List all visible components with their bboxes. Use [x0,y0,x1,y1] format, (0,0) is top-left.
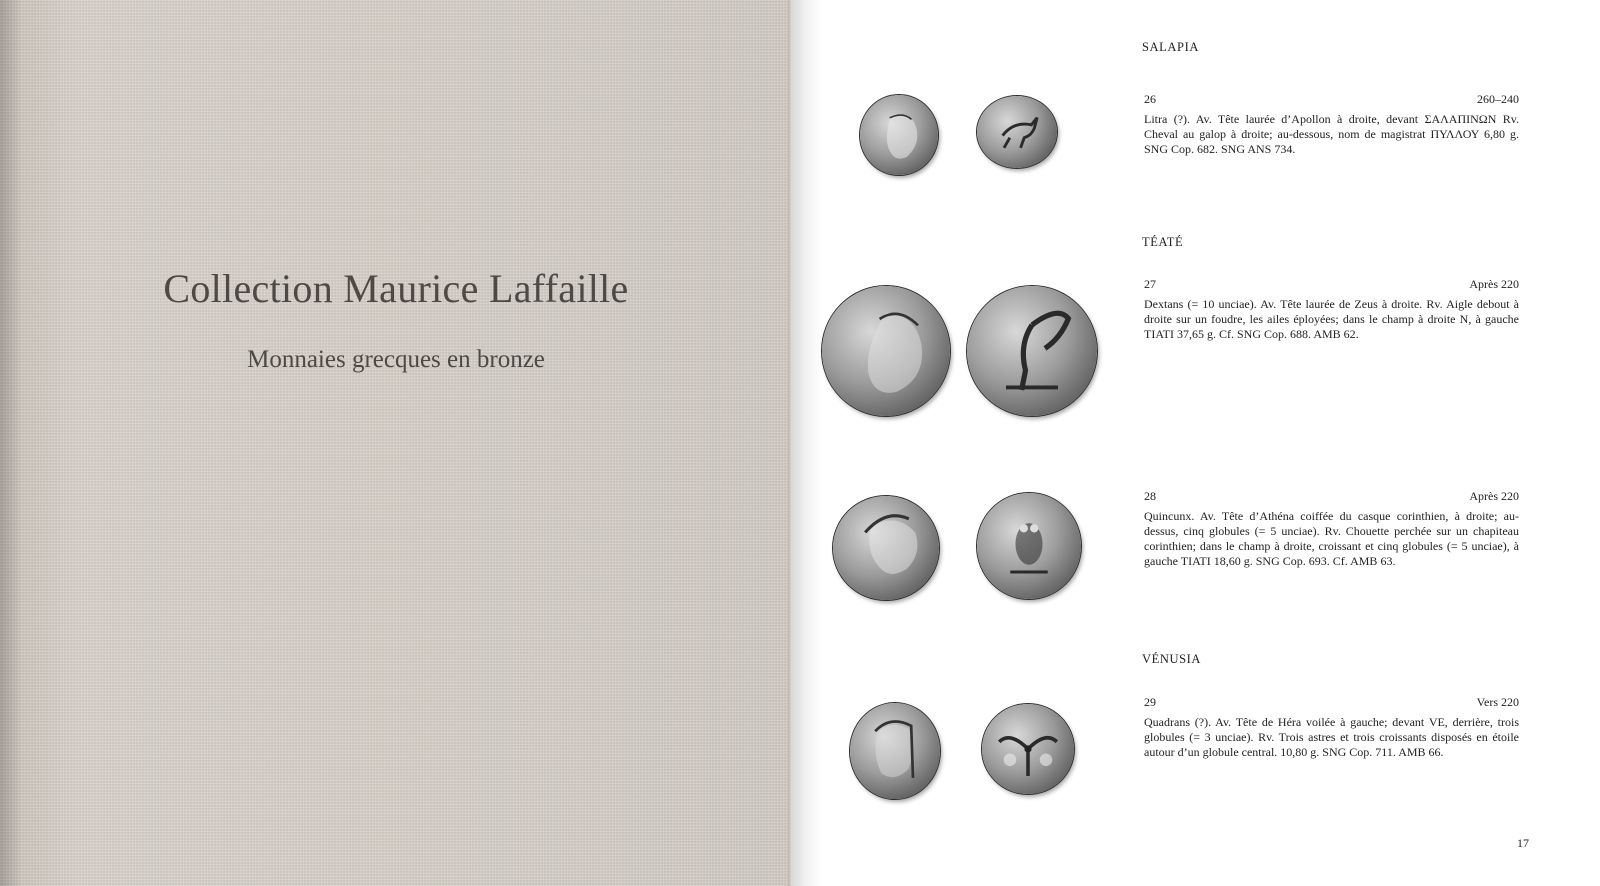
coin-27-obverse [822,286,950,416]
entry-number: 26 [1144,92,1156,106]
catalogue-entry-29 [1144,695,1519,785]
coin-28-reverse [977,493,1081,599]
entry-description: Dextans (= 10 unciae). Av. Tête laurée de Zeus à droite. Rv. Aigle debout à droite sur un foudre, les ailes éployées; dans le champ à droite N, à gauche TIATI 37,65 g. Cf. SNG Cop. 688. AMB 62. [1144,297,1519,341]
coin-27-reverse [967,286,1097,416]
entry-number: 28 [1144,489,1156,503]
catalogue-entry-28 [1144,489,1519,599]
coin-29-obverse [850,703,940,799]
coin-28-obverse [833,496,939,600]
entry-description: Quadrans (?). Av. Tête de Héra voilée à gauche; devant VE, derrière, trois globules (= 3 unciae). Rv. Trois astres et trois croissants disposés en étoile autour d’un globule central. 10,80 g. SNG Cop. 711. AMB 66. [1144,715,1519,759]
cover-spine-shadow [0,0,22,886]
coin-29-reverse [982,704,1074,794]
entry-number: 29 [1144,695,1156,709]
region-heading-teate: TÉATÉ [1142,235,1184,249]
entry-date: 260–240 [1477,92,1519,106]
entry-date: Après 220 [1469,277,1519,291]
entry-number: 27 [1144,277,1156,291]
coin-26-reverse [977,96,1057,168]
entry-date: Après 220 [1469,489,1519,503]
catalogue-page [792,0,1600,886]
catalogue-entry-27 [1144,277,1519,357]
region-heading-salapia: SALAPIA [1142,40,1199,54]
entry-description: Litra (?). Av. Tête laurée d’Apollon à droite, devant ΣΑΛΑΠΙΝΩΝ Rv. Cheval au galop à droite; au-dessous, nom de magistrat ΠΥΛΛΟΥ 6,80 g. SNG Cop. 682. SNG ANS 734. [1144,112,1519,156]
region-heading-venusia: VÉNUSIA [1142,652,1202,666]
coin-26-obverse [860,95,938,175]
catalogue-entry-26 [1144,92,1519,172]
book-cover [0,0,792,886]
cover-subtitle: Monnaies grecques en bronze [247,346,545,373]
page-number: 17 [1517,836,1529,850]
entry-description: Quincunx. Av. Tête d’Athéna coiffée du casque corinthien, à droite; au-dessus, cinq globules (= 5 unciae). Rv. Chouette perchée sur un chapiteau corinthien; dans le champ à droite, croissant et cinq globules (= 5 unciae), à gauche TIATI 18,60 g. SNG Cop. 693. Cf. AMB 63. [1144,509,1519,568]
cover-title: Collection Maurice Laffaille [163,266,629,311]
entry-date: Vers 220 [1476,695,1519,709]
